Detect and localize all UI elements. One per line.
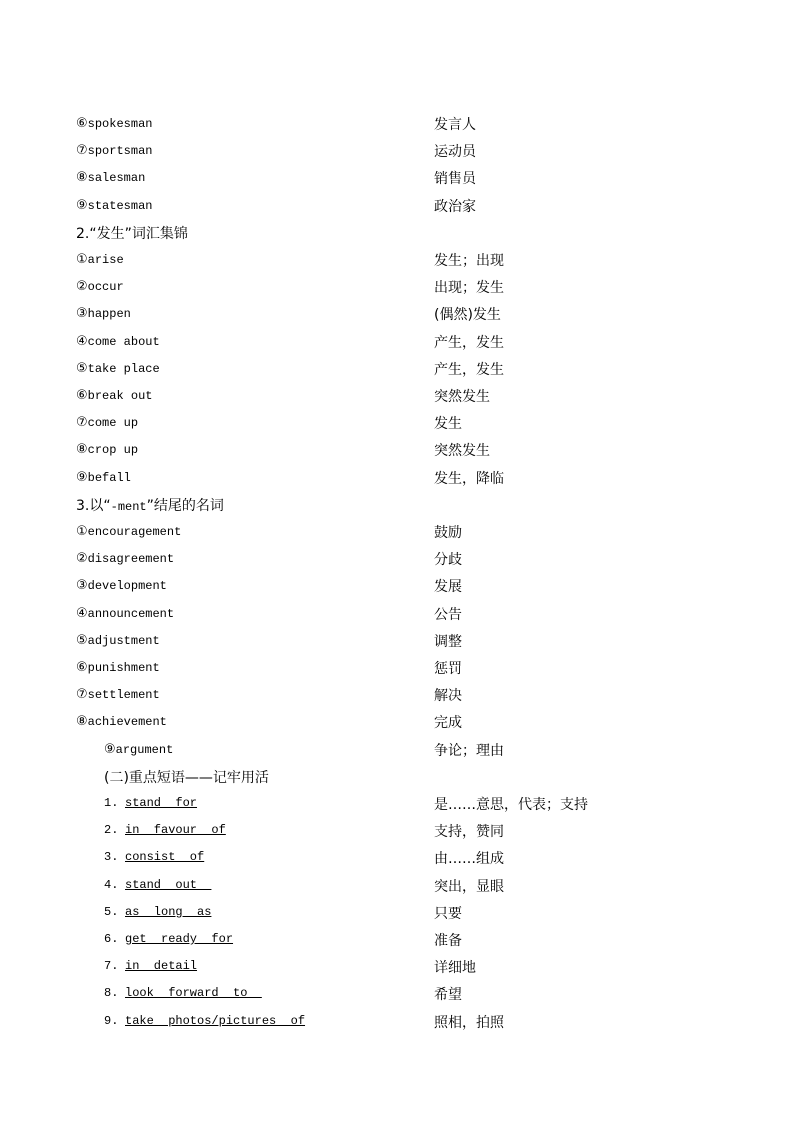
chinese-meaning: 产生，发生: [434, 334, 504, 351]
word-entry: [0, 438, 794, 462]
word-entry: [0, 357, 794, 381]
phrase-entry: [0, 955, 794, 979]
phrase-entry: [0, 1010, 794, 1034]
english-term: punishment: [87, 661, 160, 675]
item-marker: ⑧: [76, 442, 88, 458]
item-marker: ①: [76, 524, 88, 539]
chinese-meaning: 支持，赞同: [434, 824, 504, 841]
chinese-meaning: 只要: [434, 905, 462, 922]
phrase-number: 5.: [104, 904, 119, 919]
heading-text: [76, 495, 224, 515]
phrase-number: 9.: [104, 1013, 119, 1028]
chinese-meaning: 详细地: [434, 960, 476, 977]
item-marker: ⑦: [76, 687, 88, 703]
phrase-entry: [0, 928, 794, 952]
phrase-answer: get ready for: [125, 932, 234, 946]
word-entry: [0, 574, 794, 598]
english-word: [76, 306, 131, 321]
word-entry: [0, 194, 794, 218]
phrase-number: 3.: [104, 850, 119, 865]
chinese-meaning: 发生: [434, 416, 462, 433]
heading-prefix: 3.以“: [76, 497, 111, 514]
section-heading: [0, 765, 794, 789]
english-term: adjustment: [87, 633, 160, 648]
word-entry: [0, 248, 794, 272]
word-entry: [0, 384, 794, 408]
item-marker: ⑤: [76, 360, 88, 376]
english-word: [76, 633, 160, 648]
english-term: achievement: [87, 715, 167, 730]
item-marker: ⑥: [76, 388, 88, 403]
heading-suffix-term: -ment: [110, 499, 147, 514]
chinese-meaning: 发生；出现: [434, 253, 504, 269]
phrase-number: 2.: [104, 823, 119, 838]
item-marker: ⑨: [76, 469, 88, 485]
section-heading: [0, 493, 794, 517]
phrase-number: 1.: [104, 796, 119, 810]
phrase-entry: [0, 982, 794, 1006]
word-entry: [0, 738, 794, 762]
english-word: [76, 116, 152, 131]
word-entry: [0, 275, 794, 299]
phrase-answer: as long as: [125, 904, 212, 919]
chinese-meaning: 销售员: [434, 171, 476, 188]
word-entry: [0, 466, 794, 490]
english-term: arise: [87, 253, 124, 267]
phrase-number: 6.: [104, 932, 119, 946]
word-entry: [0, 112, 794, 136]
english-term: break out: [87, 389, 153, 403]
word-entry: [0, 547, 794, 571]
english-word: [76, 442, 138, 457]
item-marker: ②: [76, 279, 88, 295]
chinese-meaning: 希望: [434, 987, 462, 1004]
english-term: development: [87, 579, 167, 594]
english-word: [76, 470, 131, 485]
phrase-answer: consist of: [125, 850, 205, 865]
phrase-answer: in detail: [125, 959, 198, 974]
english-term: statesman: [87, 198, 153, 213]
item-marker: ⑦: [76, 143, 88, 159]
english-word: [76, 578, 167, 593]
english-word: [76, 143, 152, 158]
word-entry: [0, 710, 794, 734]
english-term: sportsman: [87, 144, 153, 159]
phrase-number: 8.: [104, 986, 119, 1001]
chinese-meaning: 公告: [434, 606, 462, 623]
item-marker: ⑨: [104, 741, 116, 757]
english-word: [76, 524, 181, 539]
chinese-meaning: 突出，显眼: [434, 878, 504, 895]
english-word: [76, 714, 167, 729]
english-word: [76, 551, 174, 566]
heading-suffix: ”结尾的名词: [146, 497, 224, 514]
chinese-meaning: 发生，降临: [434, 470, 504, 487]
chinese-meaning: 照相，拍照: [434, 1014, 504, 1031]
english-word: [76, 361, 160, 376]
english-term: occur: [87, 280, 124, 295]
chinese-meaning: 出现；发生: [434, 280, 504, 297]
chinese-meaning: 突然发生: [434, 389, 490, 405]
item-marker: ③: [76, 578, 88, 594]
chinese-meaning: 是……意思，代表；支持: [434, 797, 588, 813]
item-marker: ⑦: [76, 415, 88, 431]
chinese-meaning: 鼓励: [434, 525, 462, 541]
word-entry: [0, 166, 794, 190]
item-marker: ⑥: [76, 660, 88, 675]
item-marker: ⑥: [76, 116, 88, 131]
english-term: crop up: [87, 443, 139, 458]
english-term: spokesman: [87, 117, 153, 131]
word-entry: [0, 139, 794, 163]
english-word: [76, 415, 138, 430]
chinese-meaning: 由……组成: [434, 851, 504, 868]
chinese-meaning: 争论；理由: [434, 742, 504, 759]
phrase-answer: in favour of: [125, 823, 226, 838]
item-marker: ①: [76, 252, 88, 267]
phrase-entry: [0, 819, 794, 843]
english-word: [76, 687, 160, 702]
chinese-meaning: 完成: [434, 715, 462, 732]
section-heading: [0, 221, 794, 245]
chinese-meaning: (偶然)发生: [434, 307, 501, 324]
chinese-meaning: 政治家: [434, 198, 476, 215]
phrase-entry: [0, 901, 794, 925]
word-entry: [0, 629, 794, 653]
chinese-meaning: 惩罚: [434, 661, 462, 677]
english-word: [76, 170, 145, 185]
item-marker: ⑨: [76, 197, 88, 213]
english-word: [76, 198, 152, 213]
word-entry: [0, 330, 794, 354]
item-marker: ③: [76, 306, 88, 322]
word-entry: [0, 520, 794, 544]
english-term: come about: [87, 334, 160, 349]
english-word: [76, 279, 124, 294]
item-marker: ②: [76, 551, 88, 567]
english-term: happen: [87, 307, 131, 322]
english-term: take place: [87, 361, 160, 376]
english-term: salesman: [87, 171, 146, 186]
phrase-answer: take photos/pictures of: [125, 1013, 306, 1028]
chinese-meaning: 运动员: [434, 144, 476, 161]
chinese-meaning: 分歧: [434, 552, 462, 569]
word-entry: [0, 411, 794, 435]
item-marker: ⑧: [76, 170, 88, 186]
chinese-meaning: 产生，发生: [434, 361, 504, 378]
phrase-entry: [0, 874, 794, 898]
chinese-meaning: 发言人: [434, 117, 476, 133]
phrase-entry: [0, 792, 794, 816]
chinese-meaning: 准备: [434, 933, 462, 949]
english-term: settlement: [87, 688, 160, 703]
phrase-answer: look forward to: [125, 986, 262, 1001]
phrase-number: 7.: [104, 959, 119, 974]
phrase-entry: [0, 846, 794, 870]
english-term: disagreement: [87, 552, 175, 567]
english-term: befall: [87, 470, 131, 485]
chinese-meaning: 调整: [434, 633, 462, 650]
english-word: [76, 252, 124, 267]
chinese-meaning: 发展: [434, 579, 462, 596]
item-marker: ⑤: [76, 632, 88, 648]
english-word: [76, 606, 174, 621]
item-marker: ④: [76, 333, 88, 349]
english-word: [76, 334, 160, 349]
word-entry: [0, 656, 794, 680]
english-word: [104, 742, 173, 757]
chinese-meaning: 解决: [434, 688, 462, 705]
heading-text: (二)重点短语——记牢用活: [104, 769, 269, 786]
word-entry: [0, 602, 794, 626]
phrase-number: 4.: [104, 877, 119, 892]
word-entry: [0, 683, 794, 707]
phrase-answer: stand for: [125, 796, 198, 810]
chinese-meaning: 突然发生: [434, 443, 490, 460]
item-marker: ④: [76, 605, 88, 621]
english-word: [76, 660, 160, 675]
english-word: [76, 388, 152, 403]
phrase-answer: stand out: [125, 877, 212, 892]
english-term: come up: [87, 416, 139, 431]
heading-text: 2.“发生”词汇集锦: [76, 225, 188, 242]
english-term: encouragement: [87, 525, 182, 539]
item-marker: ⑧: [76, 714, 88, 730]
word-entry: [0, 302, 794, 326]
english-term: announcement: [87, 606, 175, 621]
english-term: argument: [115, 742, 174, 757]
